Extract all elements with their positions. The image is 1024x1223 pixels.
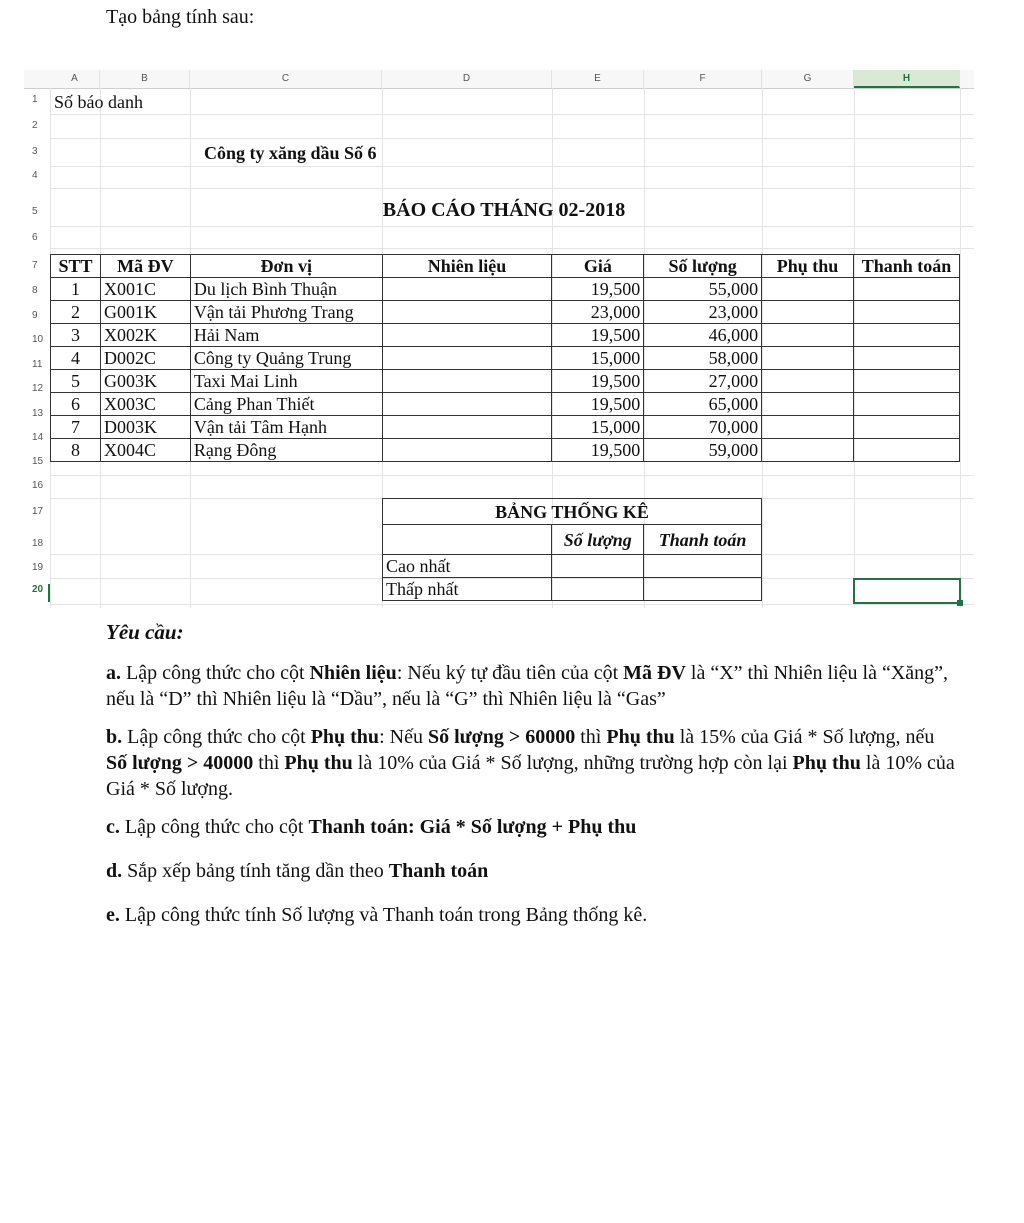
cell-gia[interactable]: 19,500 <box>552 393 644 416</box>
report-title[interactable]: BÁO CÁO THÁNG 02-2018 <box>382 199 626 221</box>
table-row <box>51 347 960 370</box>
header-phu-thu[interactable]: Phụ thu <box>762 255 854 278</box>
row-header-selected[interactable]: 20 <box>24 584 50 602</box>
stats-header-row <box>383 525 762 555</box>
cell-thanh-toan[interactable] <box>853 370 959 393</box>
row-header[interactable]: 18 <box>32 538 44 549</box>
req-a-letter: a. <box>106 662 121 684</box>
req-e-text: Lập công thức tính Số lượng và Thanh toán trong Bảng thống kê. <box>119 904 648 926</box>
header-nhien-lieu[interactable]: Nhiên liệu <box>382 255 552 278</box>
cell-thanh-toan[interactable] <box>853 278 959 301</box>
cell-nhien-lieu[interactable] <box>382 324 552 347</box>
sbd-label[interactable]: Số báo danh <box>54 92 143 112</box>
header-gia[interactable]: Giá <box>552 255 644 278</box>
cell-thanh-toan[interactable] <box>853 439 959 462</box>
requirement-d <box>106 858 956 884</box>
cell-ma-dv[interactable]: X002K <box>100 324 190 347</box>
req-b-text: Lập công thức cho cột <box>122 726 311 748</box>
table-row <box>51 301 960 324</box>
cell-gia[interactable]: 19,500 <box>552 324 644 347</box>
grid-line <box>50 475 974 476</box>
cell-ma-dv[interactable]: G003K <box>100 370 190 393</box>
row-header[interactable]: 17 <box>32 506 44 517</box>
req-b-text: là 15% của Giá * Số lượng, nếu <box>674 726 935 748</box>
req-d-letter: d. <box>106 860 123 882</box>
req-b-letter: b. <box>106 726 123 748</box>
req-b-bold: Số lượng > 60000 <box>427 726 576 748</box>
stats-empty-cell[interactable] <box>383 525 552 555</box>
grid-line <box>50 138 974 139</box>
cell-phu-thu[interactable] <box>762 347 854 370</box>
column-header-b[interactable]: B <box>100 70 190 88</box>
row-header[interactable]: 11 <box>32 359 43 370</box>
header-stt[interactable]: STT <box>51 255 101 278</box>
cell-nhien-lieu[interactable] <box>382 393 552 416</box>
req-a-bold: Nhiên liệu <box>309 662 397 684</box>
req-d-bold: Thanh toán <box>388 860 489 882</box>
row-header[interactable]: 9 <box>32 310 38 321</box>
cell-phu-thu[interactable] <box>762 439 854 462</box>
requirement-c <box>106 814 956 840</box>
row-header[interactable]: 3 <box>32 146 38 157</box>
req-a-text: Lập công thức cho cột <box>121 662 310 684</box>
table-header-row <box>51 255 960 278</box>
row-header[interactable]: 8 <box>32 285 38 296</box>
cell-don-vi[interactable]: Công ty Quảng Trung <box>190 347 382 370</box>
stats-header-so-luong[interactable]: Số lượng <box>552 525 644 555</box>
cell-phu-thu[interactable] <box>762 278 854 301</box>
cell-stt[interactable]: 6 <box>51 393 101 416</box>
req-c-text: Lập công thức cho cột <box>119 816 309 838</box>
stats-row-max <box>383 555 762 578</box>
cell-nhien-lieu[interactable] <box>382 416 552 439</box>
column-header-c[interactable]: C <box>190 70 382 88</box>
stats-title-row <box>383 499 762 525</box>
cell-phu-thu[interactable] <box>762 393 854 416</box>
column-header-h[interactable]: H <box>854 70 960 88</box>
header-so-luong[interactable]: Số lượng <box>644 255 762 278</box>
stats-max-so-luong[interactable] <box>552 555 644 578</box>
stats-table <box>382 498 762 601</box>
cell-ma-dv[interactable]: D002C <box>100 347 190 370</box>
stats-min-so-luong[interactable] <box>552 578 644 601</box>
cell-don-vi[interactable]: Vận tải Phương Trang <box>190 301 382 324</box>
req-b-bold: Phụ thu <box>284 752 353 774</box>
req-c-letter: c. <box>106 816 120 838</box>
cell-so-luong[interactable]: 65,000 <box>644 393 762 416</box>
row-header[interactable]: 10 <box>32 334 44 345</box>
row-header[interactable]: 14 <box>32 432 44 443</box>
cell-so-luong[interactable]: 27,000 <box>644 370 762 393</box>
cell-so-luong[interactable]: 70,000 <box>644 416 762 439</box>
cell-gia[interactable]: 23,000 <box>552 301 644 324</box>
cell-nhien-lieu[interactable] <box>382 278 552 301</box>
column-header-d[interactable]: D <box>382 70 552 88</box>
grid-line <box>50 226 974 227</box>
cell-ma-dv[interactable]: D003K <box>100 416 190 439</box>
cell-gia[interactable]: 15,000 <box>552 347 644 370</box>
row-header[interactable]: 19 <box>32 562 44 573</box>
cell-thanh-toan[interactable] <box>853 416 959 439</box>
table-row <box>51 416 960 439</box>
req-b-text: : Nếu <box>379 726 428 748</box>
row-header[interactable]: 2 <box>32 120 38 131</box>
column-header-g[interactable]: G <box>762 70 854 88</box>
cell-thanh-toan[interactable] <box>853 324 959 347</box>
cell-nhien-lieu[interactable] <box>382 370 552 393</box>
cell-so-luong[interactable]: 55,000 <box>644 278 762 301</box>
column-header-f[interactable]: F <box>644 70 762 88</box>
cell-don-vi[interactable]: Taxi Mai Linh <box>190 370 382 393</box>
cell-stt[interactable]: 1 <box>51 278 101 301</box>
spreadsheet[interactable] <box>24 70 974 610</box>
cell-gia[interactable]: 19,500 <box>552 439 644 462</box>
req-b-bold: Phụ thu <box>310 726 380 748</box>
requirement-a <box>106 660 956 712</box>
stats-min-thanh-toan[interactable] <box>644 578 762 601</box>
intro-text: Tạo bảng tính sau: <box>106 6 255 28</box>
row-header[interactable]: 6 <box>32 232 38 243</box>
grid-line <box>50 604 974 605</box>
cell-so-luong[interactable]: 23,000 <box>644 301 762 324</box>
table-row <box>51 370 960 393</box>
cell-don-vi[interactable]: Vận tải Tâm Hạnh <box>190 416 382 439</box>
stats-label-max[interactable]: Cao nhất <box>383 555 552 578</box>
req-b-bold: Phụ thu <box>792 752 861 774</box>
req-b-text: thì <box>575 726 607 748</box>
req-b-text: là 10% của Giá * Số lượng. <box>106 752 955 800</box>
row-header[interactable]: 13 <box>32 408 44 419</box>
req-a-bold: Mã ĐV <box>623 662 686 684</box>
cell-don-vi[interactable]: Cảng Phan Thiết <box>190 393 382 416</box>
req-b-bold: Phụ thu <box>606 726 675 748</box>
cell-phu-thu[interactable] <box>762 301 854 324</box>
table-row <box>51 439 960 462</box>
req-d-text: Sắp xếp bảng tính tăng dần theo <box>122 860 389 882</box>
stats-title[interactable]: BẢNG THỐNG KÊ <box>383 499 762 525</box>
req-b-text: thì <box>253 752 285 774</box>
cell-don-vi[interactable]: Hải Nam <box>190 324 382 347</box>
cell-so-luong[interactable]: 59,000 <box>644 439 762 462</box>
cell-don-vi[interactable]: Du lịch Bình Thuận <box>190 278 382 301</box>
cell-gia[interactable]: 19,500 <box>552 278 644 301</box>
requirement-b <box>106 724 956 802</box>
stats-max-thanh-toan[interactable] <box>644 555 762 578</box>
cell-phu-thu[interactable] <box>762 370 854 393</box>
row-header[interactable]: 4 <box>32 170 38 181</box>
row-header[interactable]: 1 <box>32 94 38 105</box>
table-row <box>51 393 960 416</box>
grid-line <box>50 114 974 115</box>
cell-phu-thu[interactable] <box>762 324 854 347</box>
req-b-bold: Số lượng > 40000 <box>106 752 254 774</box>
cell-nhien-lieu[interactable] <box>382 301 552 324</box>
active-cell[interactable] <box>853 578 961 604</box>
cell-don-vi[interactable]: Rạng Đông <box>190 439 382 462</box>
requirement-e <box>106 902 956 928</box>
cell-ma-dv[interactable]: X004C <box>100 439 190 462</box>
req-c-bold: Thanh toán: Giá * Số lượng + Phụ thu <box>308 816 637 838</box>
row-header[interactable]: 5 <box>32 206 38 217</box>
column-header-a[interactable]: A <box>50 70 100 88</box>
requirements-title: Yêu cầu: <box>106 620 184 644</box>
cell-so-luong[interactable]: 58,000 <box>644 347 762 370</box>
fill-handle[interactable] <box>957 600 963 606</box>
cell-ma-dv[interactable]: G001K <box>100 301 190 324</box>
header-don-vi[interactable]: Đơn vị <box>190 255 382 278</box>
cell-so-luong[interactable]: 46,000 <box>644 324 762 347</box>
cell-gia[interactable]: 19,500 <box>552 370 644 393</box>
stats-label-min[interactable]: Thấp nhất <box>383 578 552 601</box>
stats-row-min <box>383 578 762 601</box>
header-thanh-toan[interactable]: Thanh toán <box>853 255 959 278</box>
grid-line <box>50 166 974 167</box>
req-a-text: là “X” thì Nhiên liệu là “Xăng”, nếu là “D” thì Nhiên liệu là “Dầu”, nếu là “G” thì Nhiên liệu là “Gas” <box>106 662 949 710</box>
cell-thanh-toan[interactable] <box>853 301 959 324</box>
cell-thanh-toan[interactable] <box>853 347 959 370</box>
cell-thanh-toan[interactable] <box>853 393 959 416</box>
header-ma-dv[interactable]: Mã ĐV <box>100 255 190 278</box>
company-name[interactable]: Công ty xăng dầu Số 6 <box>204 143 377 163</box>
stats-header-thanh-toan[interactable]: Thanh toán <box>644 525 762 555</box>
cell-stt[interactable]: 7 <box>51 416 101 439</box>
cell-stt[interactable]: 4 <box>51 347 101 370</box>
req-a-text: : Nếu ký tự đầu tiên của cột <box>396 662 624 684</box>
column-header-e[interactable]: E <box>552 70 644 88</box>
table-row <box>51 278 960 301</box>
row-header[interactable]: 16 <box>32 480 44 491</box>
cell-stt[interactable]: 3 <box>51 324 101 347</box>
row-header[interactable]: 12 <box>32 383 44 394</box>
req-e-letter: e. <box>106 904 120 926</box>
cell-nhien-lieu[interactable] <box>382 439 552 462</box>
grid-line <box>50 188 974 189</box>
row-header[interactable]: 15 <box>32 456 44 467</box>
table-row <box>51 324 960 347</box>
cell-stt[interactable]: 2 <box>51 301 101 324</box>
cell-phu-thu[interactable] <box>762 416 854 439</box>
cell-ma-dv[interactable]: X003C <box>100 393 190 416</box>
cell-ma-dv[interactable]: X001C <box>100 278 190 301</box>
grid-line <box>50 248 974 249</box>
cell-stt[interactable]: 8 <box>51 439 101 462</box>
cell-gia[interactable]: 15,000 <box>552 416 644 439</box>
row-header[interactable]: 7 <box>32 260 38 271</box>
cell-nhien-lieu[interactable] <box>382 347 552 370</box>
cell-stt[interactable]: 5 <box>51 370 101 393</box>
req-b-text: là 10% của Giá * Số lượng, những trường hợp còn lại <box>352 752 793 774</box>
data-table <box>50 254 960 462</box>
